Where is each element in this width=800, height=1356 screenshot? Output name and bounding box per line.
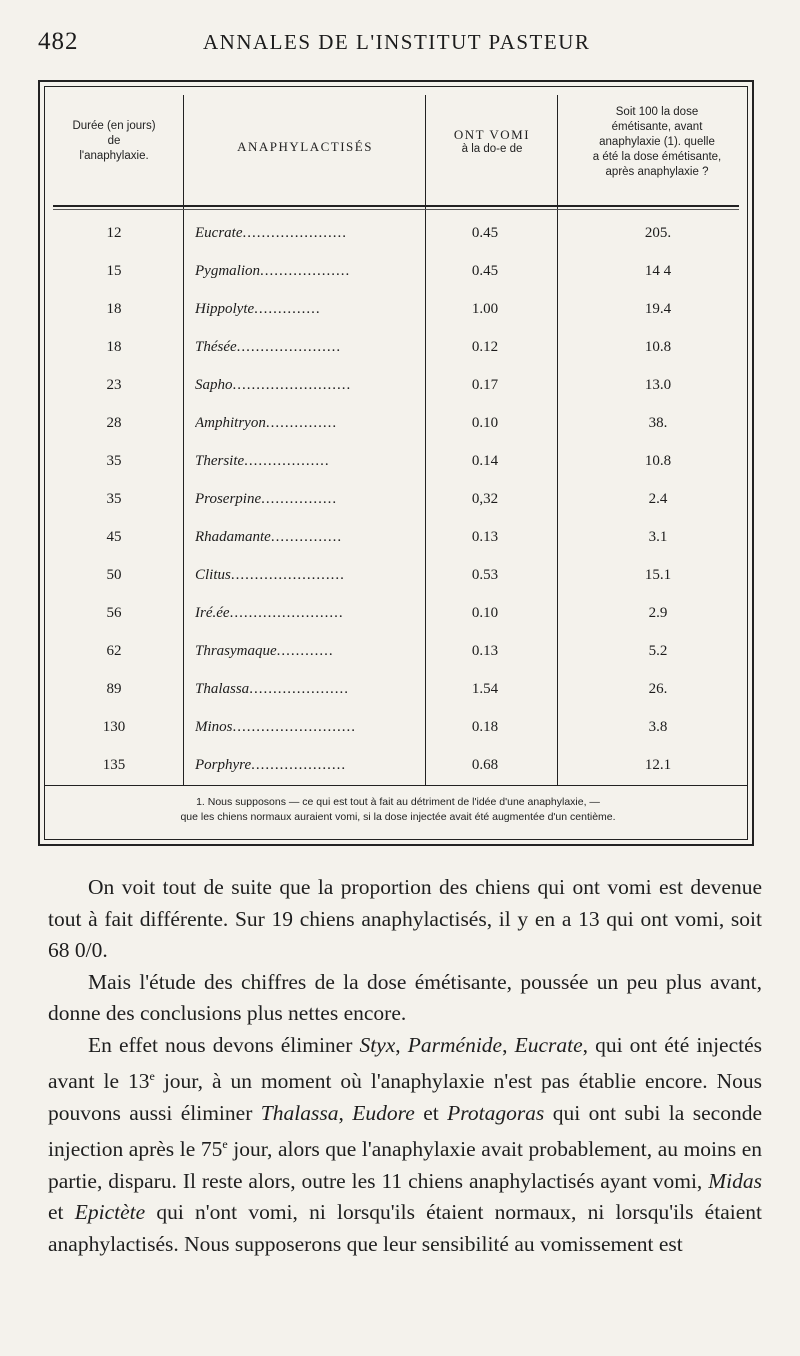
leader-dots: ...................... bbox=[236, 339, 342, 355]
dog-name: Eucrate bbox=[195, 225, 243, 241]
dog-name: Porphyre bbox=[195, 757, 252, 773]
cell-name bbox=[195, 301, 421, 318]
text-run: En effet nous devons éliminer bbox=[88, 1032, 360, 1057]
cell-dose: 26. bbox=[648, 681, 668, 697]
running-title: ANNALES DE L'INSTITUT PASTEUR bbox=[203, 30, 591, 54]
header-rule bbox=[53, 205, 739, 207]
leader-dots: ........................ bbox=[230, 567, 345, 583]
table-row bbox=[45, 297, 747, 335]
dog-name: Minos bbox=[195, 719, 233, 735]
table-row bbox=[45, 715, 747, 753]
dog-name: Rhadamante bbox=[195, 529, 271, 545]
dog-name-italic: Styx bbox=[359, 1032, 396, 1057]
dog-name: Thésée bbox=[195, 339, 237, 355]
text-run: , bbox=[395, 1032, 408, 1057]
header-dose-line: anaphylaxie (1). quelle bbox=[599, 136, 715, 148]
table-row bbox=[45, 221, 747, 259]
data-table bbox=[38, 80, 754, 846]
cell-vomi: 0.14 bbox=[471, 453, 499, 469]
paragraph-3 bbox=[48, 1030, 762, 1261]
cell-duration: 23 bbox=[106, 377, 122, 393]
table-row bbox=[45, 639, 747, 677]
leader-dots: ...................... bbox=[242, 225, 347, 241]
paragraph-2: Mais l'étude des chiffres de la dose émétisante, poussée un peu plus avant, donne des conclusions plus nettes encore. bbox=[48, 969, 762, 1025]
header-duration-line: Durée (en jours) bbox=[72, 120, 156, 132]
text-run: jour, alors que l'anaphylaxie avait probablement, au moins en partie, disparu. Il reste alors, outre les 11 chiens anaphylactisés ayant vomi, bbox=[48, 1137, 763, 1193]
cell-dose: 3.1 bbox=[648, 529, 668, 545]
page-number: 482 bbox=[38, 28, 79, 55]
header-dose-line: a été la dose émétisante, bbox=[592, 151, 722, 163]
cell-dose: 13.0 bbox=[644, 377, 672, 393]
table-inner-border bbox=[44, 86, 748, 840]
table-row bbox=[45, 563, 747, 601]
dog-name: Sapho bbox=[195, 377, 233, 393]
cell-duration: 18 bbox=[106, 301, 122, 317]
cell-duration: 15 bbox=[106, 263, 122, 279]
text-run: , bbox=[502, 1032, 515, 1057]
header-dose bbox=[559, 105, 755, 180]
page-header bbox=[38, 28, 768, 58]
table-row bbox=[45, 259, 747, 297]
body-text bbox=[48, 872, 762, 1260]
table-row bbox=[45, 601, 747, 639]
cell-duration: 35 bbox=[106, 491, 122, 507]
text-run: jour, à un moment où l'anaphylaxie n'est pas établie encore. Nous pouvons aussi éliminer bbox=[48, 1069, 762, 1125]
cell-duration: 135 bbox=[102, 757, 126, 773]
text-run: qui n'ont vomi, ni lorsqu'ils étaient normaux, ni lorsqu'ils étaient anaphylactisés. Nous supposerons que leur sensibilité au vomissement est bbox=[48, 1200, 762, 1256]
cell-vomi: 0.13 bbox=[471, 529, 499, 545]
cell-duration: 130 bbox=[102, 719, 126, 735]
table-row bbox=[45, 449, 747, 487]
text-run: et bbox=[414, 1100, 448, 1125]
cell-vomi: 0.12 bbox=[471, 339, 499, 355]
cell-vomi: 0.53 bbox=[471, 567, 499, 583]
header-dose-line: Soit 100 la dose bbox=[615, 106, 699, 118]
cell-duration: 45 bbox=[106, 529, 122, 545]
cell-name bbox=[195, 605, 421, 622]
dog-name: Thalassa bbox=[195, 681, 250, 697]
leader-dots: .............. bbox=[254, 301, 321, 317]
table-row bbox=[45, 487, 747, 525]
header-duration-line: l'anaphylaxie. bbox=[79, 150, 149, 162]
dog-name-italic: Eucrate bbox=[514, 1032, 583, 1057]
leader-dots: ................ bbox=[261, 491, 338, 507]
leader-dots: ........................ bbox=[229, 605, 344, 621]
leader-dots: ..................... bbox=[249, 681, 349, 697]
leader-dots: ............ bbox=[276, 643, 334, 659]
cell-name bbox=[195, 529, 421, 546]
cell-vomi: 0.18 bbox=[471, 719, 499, 735]
dog-name: Amphitryon bbox=[195, 415, 266, 431]
leader-dots: ................... bbox=[260, 263, 351, 279]
cell-vomi: 0,32 bbox=[471, 491, 499, 507]
cell-dose: 205. bbox=[644, 225, 672, 241]
ordinal-superscript: e bbox=[149, 1069, 155, 1083]
header-dose-line: émétisante, avant bbox=[611, 121, 703, 133]
cell-dose: 38. bbox=[648, 415, 668, 431]
dog-name: Clitus bbox=[195, 567, 231, 583]
cell-name bbox=[195, 339, 421, 356]
cell-duration: 56 bbox=[106, 605, 122, 621]
cell-vomi: 0.45 bbox=[471, 225, 499, 241]
cell-vomi: 0.17 bbox=[471, 377, 499, 393]
cell-name bbox=[195, 377, 421, 394]
table-row bbox=[45, 335, 747, 373]
text-run: , bbox=[338, 1100, 353, 1125]
paragraph-1: On voit tout de suite que la proportion des chiens qui ont vomi est devenue tout à fait différente. Sur 19 chiens anaphylactisés, il y en a 13 qui ont vomi, soit 68 0/0. bbox=[48, 875, 762, 962]
cell-name bbox=[195, 225, 421, 242]
header-rule-thin bbox=[53, 209, 739, 210]
cell-duration: 50 bbox=[106, 567, 122, 583]
ordinal-superscript: e bbox=[222, 1137, 228, 1152]
cell-duration: 28 bbox=[106, 415, 122, 431]
header-vomi bbox=[427, 127, 557, 157]
cell-name bbox=[195, 757, 421, 774]
dog-name: Proserpine bbox=[195, 491, 262, 507]
footnote-line: 1. Nous supposons — ce qui est tout à fait au détriment de l'idée d'une anaphylaxie, — bbox=[196, 796, 600, 808]
cell-vomi: 0.68 bbox=[471, 757, 499, 773]
header-vomi-sub: à la do-e de bbox=[461, 143, 523, 155]
header-name: ANAPHYLACTISÉS bbox=[237, 139, 373, 154]
header-dose-line: après anaphylaxie ? bbox=[605, 166, 709, 178]
cell-name bbox=[195, 415, 421, 432]
text-run: et bbox=[48, 1200, 75, 1225]
text-run: qui ont subi la seconde injection après le 75 bbox=[48, 1100, 762, 1162]
header-vomi-title: ONT VOMI bbox=[453, 127, 531, 142]
footnote-rule bbox=[45, 785, 747, 786]
table-footnote bbox=[59, 795, 737, 825]
cell-name bbox=[195, 453, 421, 470]
cell-vomi: 0.10 bbox=[471, 605, 499, 621]
cell-dose: 10.8 bbox=[644, 453, 672, 469]
cell-dose: 12.1 bbox=[644, 757, 672, 773]
table-row bbox=[45, 373, 747, 411]
dog-name-italic: Protagoras bbox=[447, 1100, 545, 1125]
dog-name: Thersite bbox=[195, 453, 245, 469]
cell-dose: 19.4 bbox=[644, 301, 672, 317]
cell-dose: 2.9 bbox=[648, 605, 668, 621]
cell-name bbox=[195, 643, 421, 660]
cell-vomi: 1.00 bbox=[471, 301, 499, 317]
cell-name bbox=[195, 681, 421, 698]
text-run: , qui ont été injectés avant le 13 bbox=[48, 1032, 763, 1094]
cell-dose: 14 4 bbox=[644, 263, 672, 279]
cell-duration: 18 bbox=[106, 339, 122, 355]
dog-name-italic: Eudore bbox=[352, 1100, 415, 1125]
leader-dots: .......................... bbox=[232, 719, 356, 735]
header-duration bbox=[49, 119, 179, 164]
cell-vomi: 0.45 bbox=[471, 263, 499, 279]
dog-name-italic: Midas bbox=[708, 1168, 762, 1193]
dog-name: Pygmalion bbox=[195, 263, 260, 279]
cell-duration: 12 bbox=[106, 225, 122, 241]
cell-duration: 89 bbox=[106, 681, 122, 697]
cell-dose: 3.8 bbox=[648, 719, 668, 735]
leader-dots: .................... bbox=[251, 757, 347, 773]
cell-dose: 5.2 bbox=[648, 643, 668, 659]
cell-name bbox=[195, 567, 421, 584]
cell-vomi: 1.54 bbox=[471, 681, 499, 697]
cell-duration: 35 bbox=[106, 453, 122, 469]
table-row bbox=[45, 411, 747, 449]
cell-dose: 2.4 bbox=[648, 491, 668, 507]
leader-dots: .................. bbox=[244, 453, 330, 469]
footnote-line: que les chiens normaux auraient vomi, si la dose injectée avait été augmentée d'un centième. bbox=[180, 811, 616, 823]
leader-dots: ............... bbox=[270, 529, 343, 545]
leader-dots: ......................... bbox=[232, 377, 352, 393]
dog-name-italic: Parménide bbox=[407, 1032, 503, 1057]
dog-name: Hippolyte bbox=[195, 301, 255, 317]
cell-name bbox=[195, 263, 421, 280]
dog-name-italic: Thalassa bbox=[260, 1100, 339, 1125]
cell-dose: 15.1 bbox=[644, 567, 672, 583]
dog-name: Iré.ée bbox=[195, 605, 230, 621]
dog-name-italic: Epictète bbox=[74, 1200, 146, 1225]
cell-name bbox=[195, 491, 421, 508]
table-row bbox=[45, 525, 747, 563]
header-duration-line: de bbox=[107, 135, 121, 147]
dog-name: Thrasymaque bbox=[195, 643, 277, 659]
cell-vomi: 0.13 bbox=[471, 643, 499, 659]
cell-duration: 62 bbox=[106, 643, 122, 659]
leader-dots: ............... bbox=[265, 415, 338, 431]
table-row bbox=[45, 677, 747, 715]
cell-name bbox=[195, 719, 421, 736]
cell-vomi: 0.10 bbox=[471, 415, 499, 431]
cell-dose: 10.8 bbox=[644, 339, 672, 355]
